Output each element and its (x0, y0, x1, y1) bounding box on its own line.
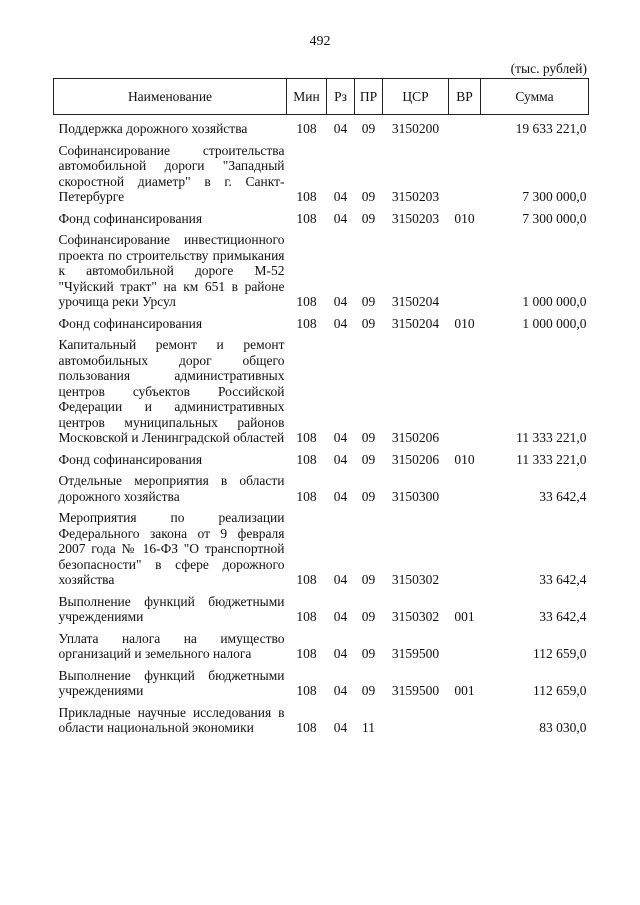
cell-pr: 09 (361, 121, 376, 136)
table-row (54, 668, 589, 705)
cell-sum: 19 633 221,0 (515, 121, 587, 136)
cell-min: 108 (296, 430, 317, 445)
cell-rz: 04 (333, 720, 348, 735)
cell-vr (449, 232, 481, 316)
cell-min: 108 (296, 646, 317, 661)
cell-vr (449, 510, 481, 594)
cell-csr (383, 705, 449, 742)
cell-name: Отдельные мероприятия в области дорожного хозяйства (58, 473, 285, 504)
cell-name: Фонд софинансирования (58, 210, 203, 226)
cell-sum: 83 030,0 (539, 720, 587, 735)
header-pr: ПР (355, 79, 383, 115)
cell-sum: 7 300 000,0 (522, 189, 587, 204)
cell-sum: 1 000 000,0 (522, 294, 587, 309)
cell-name: Фонд софинансирования (58, 315, 203, 331)
cell-pr: 09 (361, 683, 376, 698)
cell-pr: 09 (361, 609, 376, 624)
cell-rz: 04 (333, 189, 348, 204)
cell-vr (449, 473, 481, 510)
header-row (54, 79, 589, 115)
cell-sum: 112 659,0 (533, 646, 587, 661)
table-row (54, 510, 589, 594)
cell-vr: 010 (454, 315, 475, 331)
cell-name: Уплата налога на имущество организаций и земельного налога (58, 630, 285, 661)
cell-csr: 3150300 (391, 488, 440, 504)
cell-min: 108 (296, 609, 317, 624)
cell-csr: 3150200 (391, 121, 440, 136)
cell-sum: 11 333 221,0 (516, 451, 587, 467)
cell-vr: 001 (454, 609, 475, 624)
table-row (54, 452, 589, 474)
table-row (54, 594, 589, 631)
cell-min: 108 (296, 189, 317, 204)
cell-min: 108 (296, 488, 317, 504)
cell-vr: 001 (454, 683, 475, 698)
cell-rz: 04 (333, 294, 348, 309)
cell-sum: 33 642,4 (539, 572, 587, 587)
cell-rz: 04 (333, 451, 348, 467)
cell-name: Софинансирование инвестиционного проекта по строительству примыкания к автомобильной дороге М-52 "Чуйский тракт" на км 651 в районе урочища реки Урсул (58, 232, 285, 309)
cell-rz: 04 (333, 430, 348, 445)
cell-csr: 3150203 (391, 189, 440, 204)
table-row (54, 143, 589, 211)
header-csr: ЦСР (383, 79, 449, 115)
cell-pr: 09 (361, 189, 376, 204)
header-min: Мин (287, 79, 327, 115)
cell-name: Прикладные научные исследования в области национальной экономики (58, 704, 285, 735)
cell-csr: 3150302 (391, 609, 440, 624)
cell-csr: 3150204 (391, 315, 440, 331)
header-rz: Рз (327, 79, 355, 115)
cell-csr: 3150206 (391, 451, 440, 467)
cell-pr: 09 (361, 210, 376, 226)
cell-min: 108 (296, 451, 317, 467)
cell-rz: 04 (333, 572, 348, 587)
cell-name: Поддержка дорожного хозяйства (58, 121, 248, 136)
cell-name: Выполнение функций бюджетными учреждениями (58, 593, 285, 624)
cell-min: 108 (296, 720, 317, 735)
cell-rz: 04 (333, 683, 348, 698)
page-number: 492 (309, 34, 331, 49)
cell-name: Софинансирование строительства автомобильной дороги "Западный скоростной диаметр" в г. Санкт-Петербурге (58, 142, 285, 204)
cell-vr (449, 337, 481, 452)
cell-min: 108 (296, 210, 317, 226)
table-row (54, 115, 589, 143)
cell-rz: 04 (333, 315, 348, 331)
cell-pr: 09 (361, 451, 376, 467)
cell-name: Выполнение функций бюджетными учреждениями (58, 667, 285, 698)
header-name: Наименование (54, 79, 287, 115)
table-row (54, 316, 589, 338)
cell-pr: 09 (361, 430, 376, 445)
cell-pr: 09 (361, 646, 376, 661)
cell-vr: 010 (454, 210, 475, 226)
cell-csr: 3150302 (391, 572, 440, 587)
table-body (54, 115, 589, 742)
cell-min: 108 (296, 121, 317, 136)
cell-min: 108 (296, 572, 317, 587)
table-row (54, 473, 589, 510)
cell-name: Фонд софинансирования (58, 451, 203, 467)
table-row (54, 337, 589, 452)
cell-vr: 010 (454, 451, 475, 467)
cell-sum: 11 333 221,0 (516, 430, 587, 445)
cell-csr: 3150206 (391, 430, 440, 445)
cell-pr: 09 (361, 294, 376, 309)
cell-vr (449, 705, 481, 742)
cell-rz: 04 (333, 488, 348, 504)
cell-name: Капитальный ремонт и ремонт автомобильных дорог общего пользования административных центров субъектов Российской Федерации и административных центров муниципальных районов Московской и Ленинградской областей (58, 337, 285, 445)
budget-table (53, 78, 589, 742)
cell-vr (449, 115, 481, 143)
cell-min: 108 (296, 683, 317, 698)
cell-sum: 33 642,4 (539, 488, 587, 504)
cell-min: 108 (296, 294, 317, 309)
cell-name: Мероприятия по реализации Федерального закона от 9 февраля 2007 года № 16-ФЗ "О транспортной безопасности" в сфере дорожного хозяйства (58, 510, 285, 587)
cell-rz: 04 (333, 646, 348, 661)
units-label: (тыс. рублей) (510, 61, 587, 76)
cell-csr: 3159500 (391, 646, 440, 661)
cell-sum: 7 300 000,0 (522, 210, 587, 226)
cell-vr (449, 631, 481, 668)
cell-sum: 112 659,0 (533, 683, 587, 698)
cell-sum: 33 642,4 (539, 609, 587, 624)
cell-csr: 3159500 (391, 683, 440, 698)
cell-pr: 09 (361, 572, 376, 587)
cell-rz: 04 (333, 121, 348, 136)
table-row (54, 232, 589, 316)
header-sum: Сумма (481, 79, 589, 115)
cell-vr (449, 143, 481, 211)
table-row (54, 705, 589, 742)
cell-sum: 1 000 000,0 (522, 315, 587, 331)
cell-pr: 09 (361, 315, 376, 331)
cell-csr: 3150203 (391, 210, 440, 226)
header-vr: ВР (449, 79, 481, 115)
table-row (54, 631, 589, 668)
table-row (54, 211, 589, 233)
cell-min: 108 (296, 315, 317, 331)
cell-csr: 3150204 (391, 294, 440, 309)
cell-pr: 11 (362, 720, 375, 735)
cell-rz: 04 (333, 609, 348, 624)
cell-pr: 09 (361, 488, 376, 504)
cell-rz: 04 (333, 210, 348, 226)
